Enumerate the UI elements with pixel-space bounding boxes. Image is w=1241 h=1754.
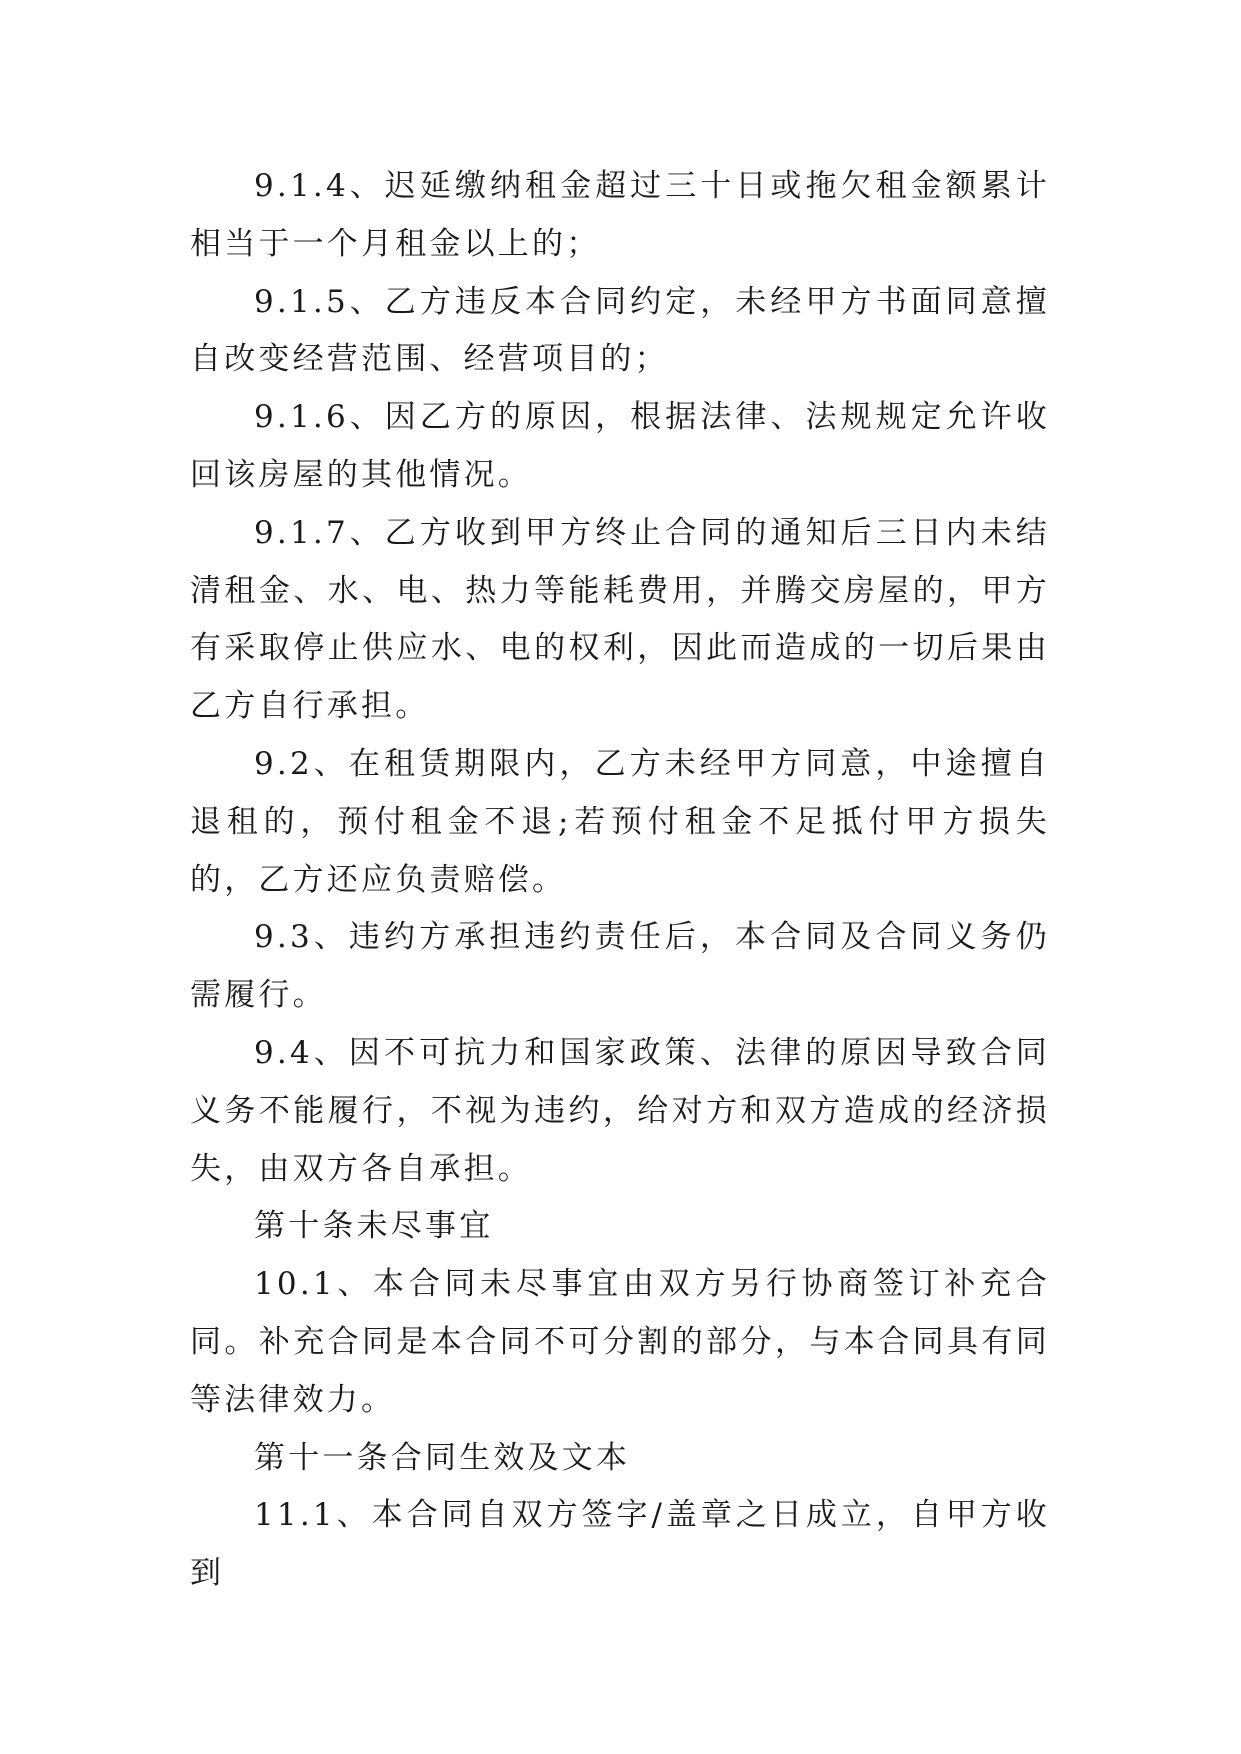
clause-10-1: 10.1、本合同未尽事宜由双方另行协商签订补充合同。补充合同是本合同不可分割的部分，与本合同具有同等法律效力。 [190,1266,1050,1418]
article-10-heading: 第十条未尽事宜 [254,1208,494,1245]
clause-9-4: 9.4、因不可抗力和国家政策、法律的原因导致合同义务不能履行，不视为违约，给对方和双方造成的经济损失，由双方各自承担。 [190,1034,1050,1187]
clause-9-3: 9.3、违约方承担违约责任后，本合同及合同义务仍需履行。 [190,919,1050,1014]
clause-9-1-4: 9.1.4、迟延缴纳租金超过三十日或拖欠租金额累计相当于一个月租金以上的； [190,168,1050,262]
article-11-heading: 第十一条合同生效及文本 [254,1439,631,1476]
clause-9-2: 9.2、在租赁期限内，乙方未经甲方同意，中途擅自退租的，预付租金不退;若预付租金不足抵付甲方损失的，乙方还应负责赔偿。 [190,745,1050,898]
clause-9-1-6: 9.1.6、因乙方的原因，根据法律、法规规定允许收回该房屋的其他情况。 [190,399,1050,493]
document-body [190,158,1050,1603]
clause-9-1-5: 9.1.5、乙方违反本合同约定，未经甲方书面同意擅自改变经营范围、经营项目的； [190,283,1050,378]
clause-9-1-7: 9.1.7、乙方收到甲方终止合同的通知后三日内未结清租金、水、电、热力等能耗费用，并腾交房屋的，甲方有采取停止供应水、电的权利，因此而造成的一切后果由乙方自行承担。 [190,514,1050,725]
clause-11-1: 11.1、本合同自双方签字/盖章之日成立，自甲方收到 [190,1497,1050,1592]
